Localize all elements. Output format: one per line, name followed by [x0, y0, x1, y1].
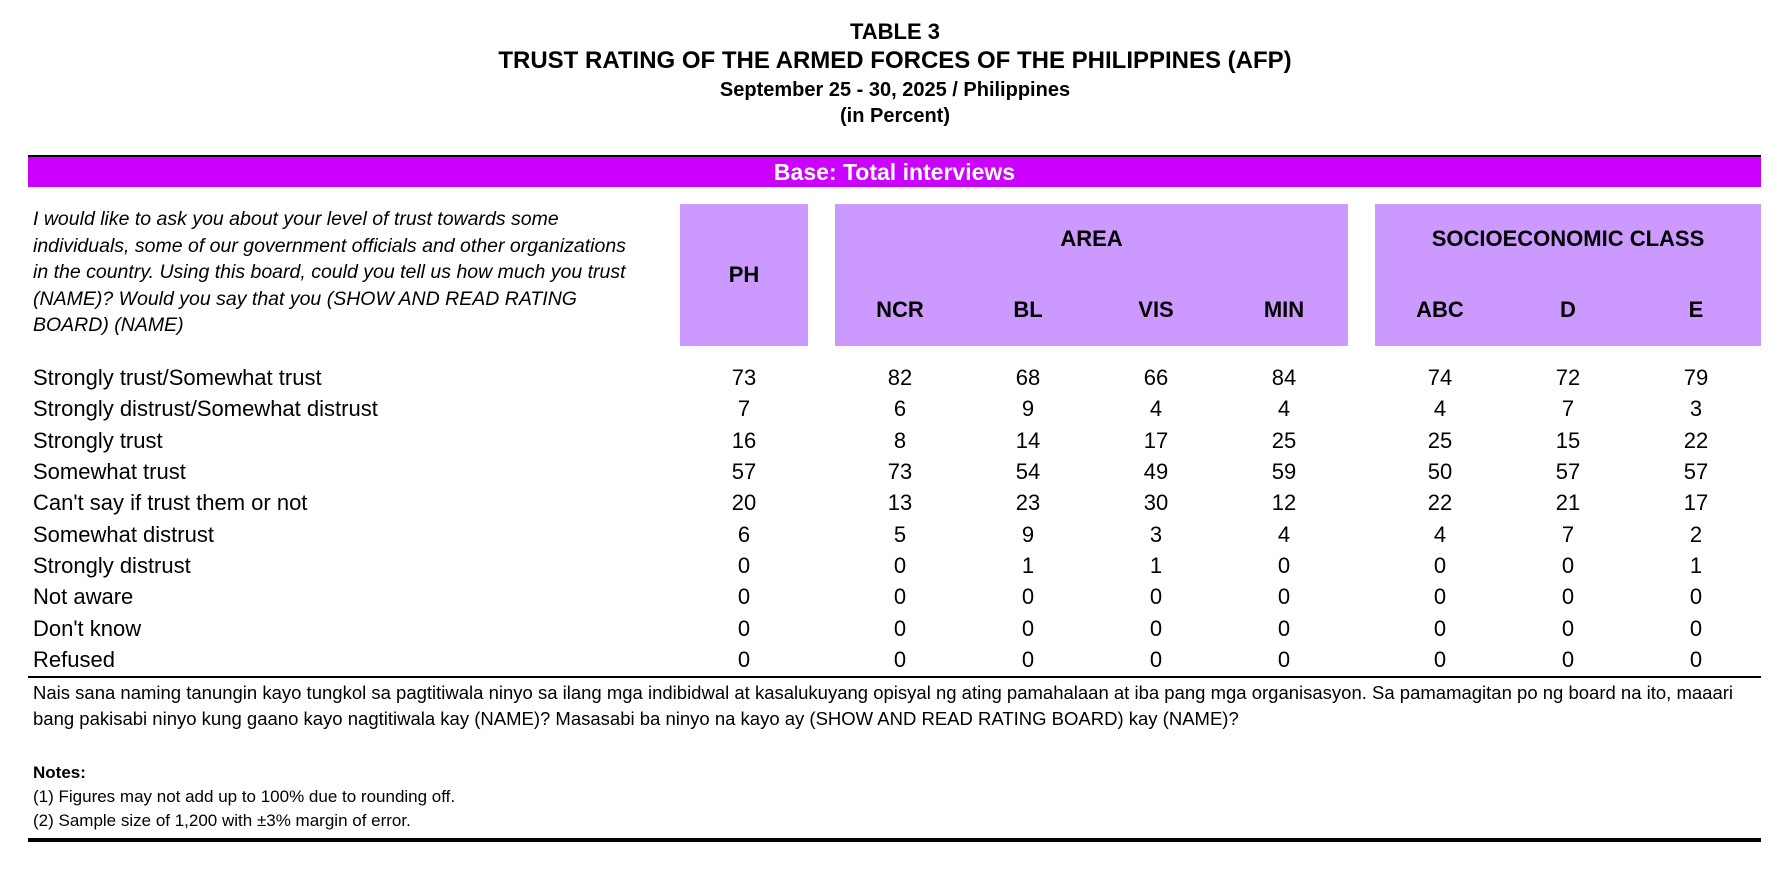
table-cell: 73	[731, 365, 757, 390]
table-cell: 59	[1271, 459, 1297, 484]
table-cell: 30	[1143, 490, 1169, 515]
group-header-area: AREA	[1060, 226, 1123, 251]
table-cell: 0	[1433, 616, 1447, 641]
table-cell: 6	[737, 522, 751, 547]
row-label: Not aware	[33, 584, 134, 609]
table-cell: 25	[1271, 428, 1297, 453]
table-cell: 0	[1149, 647, 1163, 672]
row-label: Strongly trust	[33, 428, 163, 453]
table-cell: 7	[737, 396, 751, 421]
table-cell: 0	[893, 584, 907, 609]
table-cell: 0	[1689, 647, 1703, 672]
table-cell: 0	[737, 616, 751, 641]
row-label: Somewhat distrust	[33, 522, 214, 547]
table-cell: 50	[1427, 459, 1453, 484]
table-cell: 0	[1277, 553, 1291, 578]
question-filipino: Nais sana naming tanungin kayo tungkol sa pagtitiwala ninyo sa ilang mga indibidwal at kasalukuyang opisyal ng ating pamahalaan at iba pang mga organisasyon. Sa pamamagitan po ng board na ito, maaari bang pakisabi ninyo kung gaano kayo nagtitiwala kay (NAME)? Masasabi ba ninyo na kayo ay (SHOW AND READ RATING BOARD) kay (NAME)?	[33, 682, 1734, 729]
table-cell: 0	[893, 616, 907, 641]
table-cell: 0	[737, 584, 751, 609]
note-item: (2) Sample size of 1,200 with ±3% margin of error.	[33, 811, 411, 830]
table-cell: 57	[1555, 459, 1581, 484]
table-cell: 0	[737, 553, 751, 578]
table-cell: 15	[1555, 428, 1581, 453]
table-cell: 0	[893, 647, 907, 672]
row-label: Strongly distrust	[33, 553, 191, 578]
table-cell: 0	[1433, 553, 1447, 578]
table-cell: 82	[887, 365, 913, 390]
column-header-ncr: NCR	[876, 297, 924, 322]
table-cell: 73	[887, 459, 913, 484]
column-header-abc: ABC	[1416, 297, 1464, 322]
table-bottom-divider	[28, 676, 1761, 678]
table-cell: 9	[1021, 396, 1035, 421]
table-cell: 49	[1143, 459, 1169, 484]
table-number: TABLE 3	[849, 19, 941, 44]
table-cell: 0	[1561, 647, 1575, 672]
table-cell: 54	[1015, 459, 1041, 484]
table-cell: 57	[1683, 459, 1709, 484]
group-header-socioeconomic: SOCIOECONOMIC CLASS	[1431, 226, 1705, 251]
table-cell: 0	[1561, 553, 1575, 578]
table-cell: 0	[1689, 616, 1703, 641]
table-cell: 0	[1561, 584, 1575, 609]
table-cell: 21	[1555, 490, 1581, 515]
table-cell: 1	[1149, 553, 1163, 578]
column-header-bl: BL	[1013, 297, 1043, 322]
table-cell: 0	[1561, 616, 1575, 641]
table-cell: 0	[1021, 647, 1035, 672]
notes-title: Notes:	[33, 763, 86, 782]
note-item: (1) Figures may not add up to 100% due to rounding off.	[33, 787, 456, 806]
table-cell: 0	[737, 647, 751, 672]
table-cell: 3	[1149, 522, 1163, 547]
row-label: Strongly trust/Somewhat trust	[33, 365, 322, 390]
table-cell: 6	[893, 396, 907, 421]
table-cell: 1	[1021, 553, 1035, 578]
table-cell: 0	[1277, 647, 1291, 672]
table-cell: 7	[1561, 522, 1575, 547]
table-cell: 79	[1683, 365, 1709, 390]
row-label: Somewhat trust	[33, 459, 186, 484]
table-cell: 22	[1683, 428, 1709, 453]
table-cell: 57	[731, 459, 757, 484]
table-cell: 5	[893, 522, 907, 547]
table-cell: 0	[1021, 616, 1035, 641]
table-cell: 9	[1021, 522, 1035, 547]
table-cell: 0	[1277, 616, 1291, 641]
table-cell: 25	[1427, 428, 1453, 453]
table-cell: 8	[893, 428, 907, 453]
table-cell: 23	[1015, 490, 1041, 515]
table-subtitle: September 25 - 30, 2025 / Philippines	[719, 79, 1071, 101]
table-cell: 20	[731, 490, 757, 515]
table-cell: 0	[1433, 584, 1447, 609]
table-cell: 0	[1433, 647, 1447, 672]
row-label: Strongly distrust/Somewhat distrust	[33, 396, 378, 421]
row-label: Don't know	[33, 616, 142, 641]
table-cell: 0	[1149, 616, 1163, 641]
table-cell: 3	[1689, 396, 1703, 421]
table-cell: 0	[1149, 584, 1163, 609]
table-cell: 1	[1689, 553, 1703, 578]
table-cell: 4	[1149, 396, 1163, 421]
table-cell: 12	[1271, 490, 1297, 515]
table-cell: 4	[1277, 522, 1291, 547]
table-cell: 7	[1561, 396, 1575, 421]
row-label: Can't say if trust them or not	[33, 490, 308, 515]
question-english: I would like to ask you about your level of trust towards some individuals, some of our government officials and other organizations in the country. Using this board, could you tell us how much you trust (NAME)? Would you say that you (SHOW AND READ RATING BOARD) (NAME)	[33, 208, 626, 336]
table-cell: 4	[1277, 396, 1291, 421]
table-cell: 17	[1143, 428, 1169, 453]
table-cell: 2	[1689, 522, 1703, 547]
table-cell: 84	[1271, 365, 1297, 390]
table-cell: 0	[1689, 584, 1703, 609]
table-cell: 4	[1433, 522, 1447, 547]
table-cell: 14	[1015, 428, 1041, 453]
table-cell: 0	[1021, 584, 1035, 609]
table-cell: 74	[1427, 365, 1453, 390]
table-cell: 66	[1143, 365, 1169, 390]
table-cell: 13	[887, 490, 913, 515]
column-header-vis: VIS	[1138, 297, 1174, 322]
table-cell: 68	[1015, 365, 1041, 390]
table-cell: 72	[1555, 365, 1581, 390]
table-cell: 16	[731, 428, 757, 453]
table-unit: (in Percent)	[839, 105, 951, 127]
table-title: TRUST RATING OF THE ARMED FORCES OF THE PHILIPPINES (AFP)	[498, 47, 1292, 74]
column-header-min: MIN	[1263, 297, 1305, 322]
column-header-ph: PH	[728, 262, 760, 287]
column-header-e: E	[1688, 297, 1704, 322]
table-cell: 22	[1427, 490, 1453, 515]
base-banner: Base: Total interviews	[28, 157, 1761, 187]
column-header-d: D	[1560, 297, 1576, 322]
table-cell: 17	[1683, 490, 1709, 515]
table-cell: 0	[893, 553, 907, 578]
table-cell: 0	[1277, 584, 1291, 609]
row-label: Refused	[33, 647, 115, 672]
bottom-divider	[28, 838, 1761, 842]
table-cell: 4	[1433, 396, 1447, 421]
